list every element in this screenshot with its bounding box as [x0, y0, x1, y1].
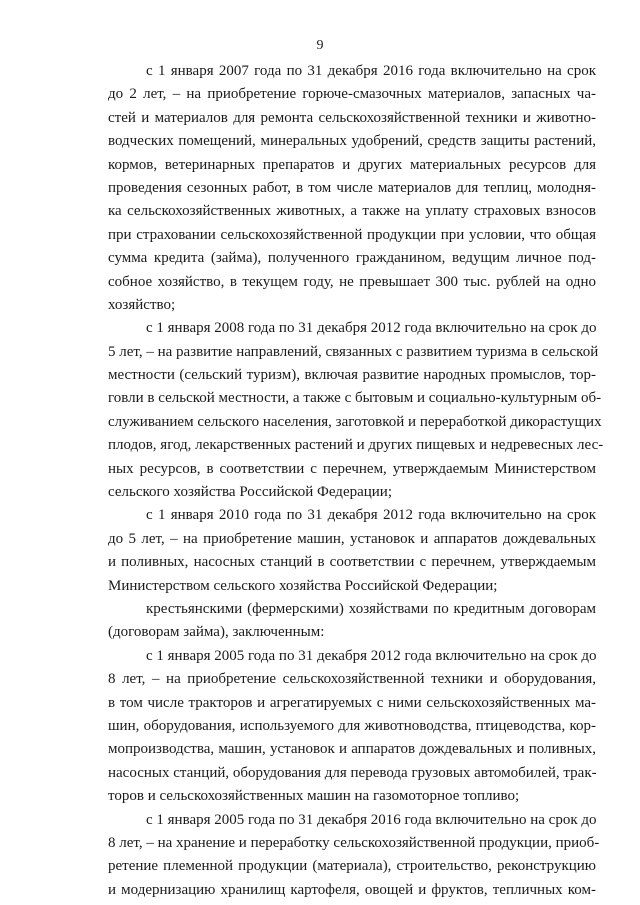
page-number: 9 [316, 38, 324, 53]
text-line: с 1 января 2008 года по 31 декабря 2012 года включительно на срок до [146, 320, 597, 337]
text-line: стей и материалов для ремонта сельскохозяйственной техники и животно- [108, 109, 596, 126]
text-line: служиванием сельского населения, заготовкой и переработкой дикорастущих [108, 413, 602, 430]
text-line: и модернизацию хранилищ картофеля, овощей и фруктов, тепличных ком- [108, 881, 596, 898]
text-line: 5 лет, – на развитие направлений, связанных с развитием туризма в сельской [108, 343, 599, 360]
text-line: сумма кредита (займа), полученного гражданином, ведущим личное под- [108, 250, 596, 267]
text-line: ка сельскохозяйственных животных, а также на уплату страховых взносов [108, 203, 596, 220]
text-line: с 1 января 2010 года по 31 декабря 2012 года включительно на срок [146, 507, 596, 524]
text-line: ных ресурсов, в соответствии с перечнем, утверждаемым Министерством [108, 460, 596, 477]
text-line: сельского хозяйства Российской Федерации; [108, 484, 393, 501]
text-line: мопроизводства, машин, установок и аппаратов дождевальных и поливных, [108, 741, 596, 758]
text-line: с 1 января 2005 года по 31 декабря 2016 года включительно на срок до [146, 811, 597, 828]
paragraph [108, 645, 596, 809]
text-line: говли в сельской местности, а также с бытовым и социально-культурным об- [108, 390, 602, 407]
text-line: проведения сезонных работ, в том числе материалов для теплиц, молодня- [108, 179, 596, 196]
text-line: насосных станций, оборудования для перевода грузовых автомобилей, трак- [108, 764, 597, 781]
text-line: торов и сельскохозяйственных машин на газомоторное топливо; [108, 788, 520, 805]
paragraph [108, 60, 596, 317]
text-line: крестьянскими (фермерскими) хозяйствами по кредитным договорам [146, 600, 596, 617]
text-line: в том числе тракторов и агрегатируемых с ними сельскохозяйственных ма- [108, 694, 596, 711]
text-line: ретение племенной продукции (материала), строительство, реконструкцию [108, 858, 596, 875]
text-line: с 1 января 2005 года по 31 декабря 2012 года включительно на срок до [146, 647, 597, 664]
text-line: 8 лет, – на приобретение сельскохозяйственной техники и оборудования, [108, 671, 596, 688]
text-line: местности (сельский туризм), включая развитие народных промыслов, тор- [108, 367, 596, 384]
text-line: и поливных, насосных станций в соответствии с перечнем, утверждаемым [108, 554, 596, 571]
text-line: кормов, ветеринарных препаратов и других материальных ресурсов для [108, 156, 596, 173]
text-line: Министерством сельского хозяйства Российской Федерации; [108, 577, 498, 594]
text-line: до 2 лет, – на приобретение горюче-смазочных материалов, запасных ча- [108, 86, 596, 103]
paragraph [108, 809, 600, 903]
text-line: собное хозяйство, в текущем году, не превышает 300 тыс. рублей на одно [108, 273, 596, 290]
text-line: водческих помещений, минеральных удобрений, средств защиты растений, [108, 133, 596, 150]
text-line: 8 лет, – на хранение и переработку сельскохозяйственной продукции, приоб- [108, 834, 600, 851]
text-line: с 1 января 2007 года по 31 декабря 2016 года включительно на срок [146, 63, 596, 79]
text-line: (договорам займа), заключенным: [108, 624, 325, 641]
text-line: шин, оборудования, используемого для животноводства, птицеводства, кор- [108, 717, 596, 734]
paragraph [108, 504, 596, 598]
text-line: при страховании сельскохозяйственной продукции при условии, что общая [108, 226, 596, 243]
text-line: до 5 лет, – на приобретение машин, установок и аппаратов дождевальных [108, 530, 596, 547]
text-line: плодов, ягод, лекарственных растений и других пищевых и недревесных лес- [108, 437, 604, 454]
text-line: хозяйство; [108, 296, 176, 313]
paragraph [108, 317, 604, 504]
paragraph [108, 598, 596, 645]
document-body [108, 60, 604, 902]
